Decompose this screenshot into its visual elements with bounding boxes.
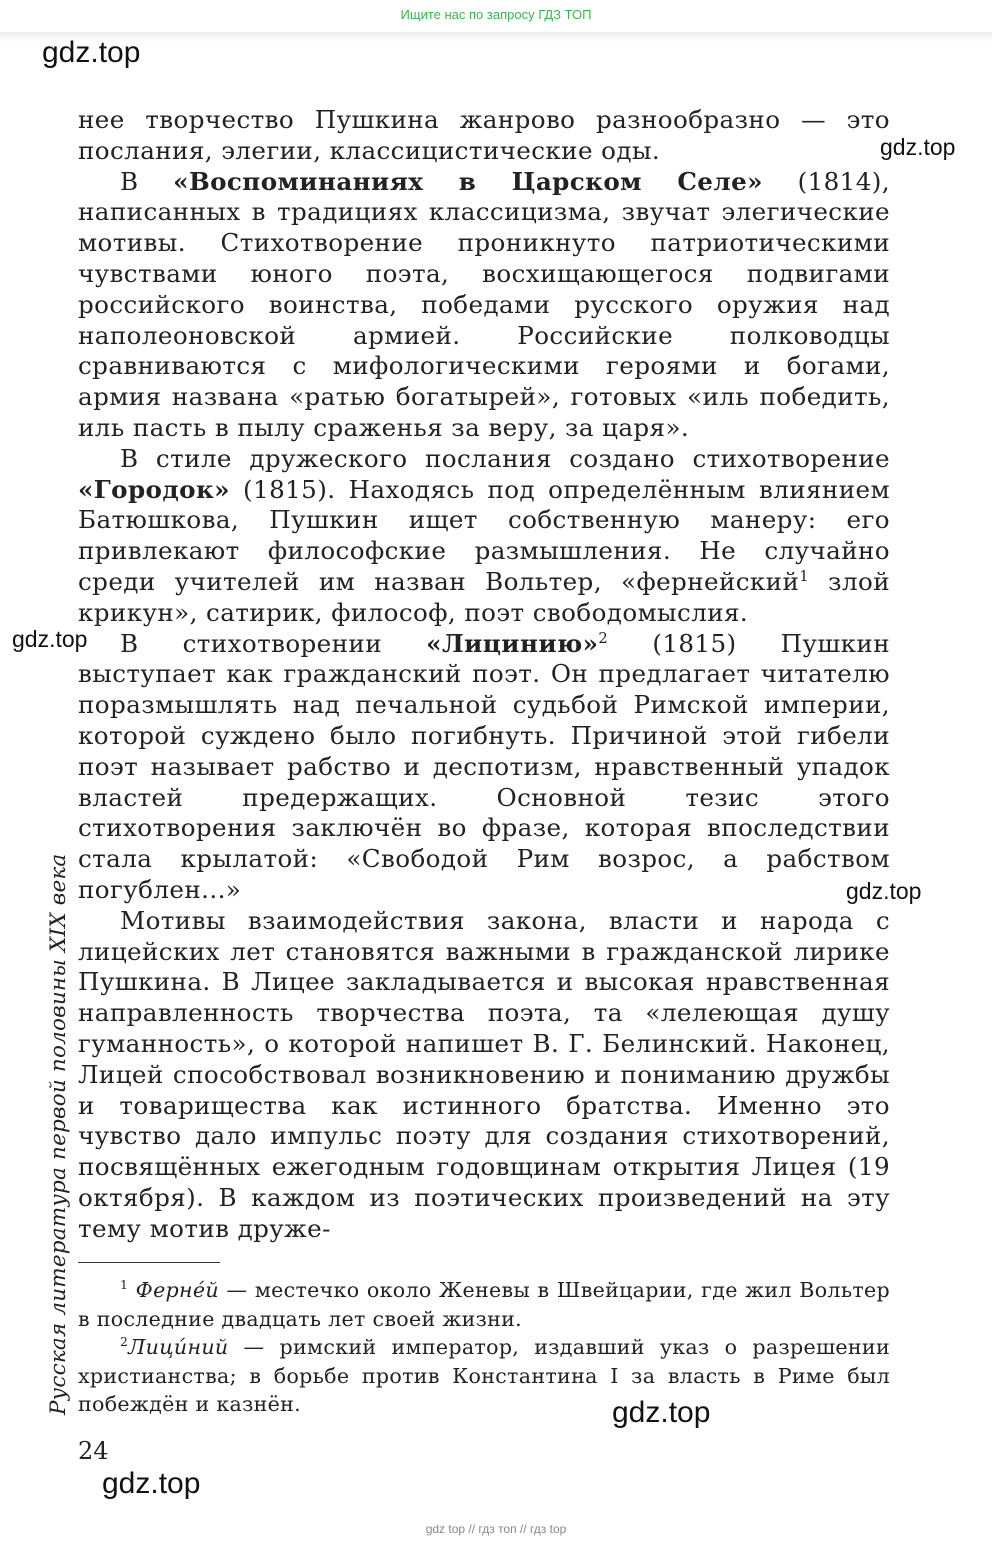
footnote-ref: 2 xyxy=(598,629,609,647)
footnote-term: Лици́ний xyxy=(128,1335,229,1359)
poem-title: «Воспоминаниях в Царском Селе» xyxy=(173,166,763,196)
watermark: gdz.top xyxy=(846,878,922,904)
watermark: gdz.top xyxy=(880,134,956,160)
promo-banner[interactable] xyxy=(0,0,992,32)
promo-text[interactable]: Ищите нас по запросу ГДЗ ТОП xyxy=(400,7,592,22)
footnote-divider xyxy=(78,1262,220,1263)
poem-title: «Городок» xyxy=(78,474,230,504)
paragraph: В «Воспоминаниях в Царском Селе» (1814), написанных в традициях классицизма, звучат элегические мотивы. Стихотворение проникнуто патриотическими чувствами юного поэта, восхищающегося подвигами российского воинства, победами русского оружия над наполеоновской армией. Российские полководцы сравниваются с мифологическими героями и богами, армия названа «ратью богатырей», готовых «иль победить, иль пасть в пылу сраженья за веру, за царя». xyxy=(78,166,890,442)
watermark: gdz.top xyxy=(12,626,88,652)
paragraph: нее творчество Пушкина жанрово разнообразно — это послания, элегии, классицистические оды. xyxy=(78,105,890,165)
footnote: $^1$ Ферне́й — местечко около Женевы в Швейцарии, где жил Вольтер в последние двадцать лет своей жизни. xyxy=(78,1278,890,1331)
footnotes xyxy=(78,1276,890,1419)
main-text xyxy=(78,105,890,1244)
running-title: Русская литература первой половины XIX века xyxy=(46,853,71,1415)
paragraph: В стиле дружеского послания создано стихотворение «Городок» (1815). Находясь под определённым влиянием Батюшкова, Пушкин ищет собственную манеру: его привлекают философские размышления. Не случайно среди учителей им назван Вольтер, «фернейский$^1$ злой крикун», сатирик, философ, поэт свободомыслия. xyxy=(78,443,890,627)
footer-links[interactable]: gdz top // гдз топ // гдз top xyxy=(425,1522,567,1536)
page-number: 24 xyxy=(78,1437,109,1465)
footnote-term: Ферне́й xyxy=(135,1278,219,1302)
poem-title: «Лицинию» xyxy=(426,628,599,658)
watermark: gdz.top xyxy=(42,36,141,69)
watermark: gdz.top xyxy=(612,1396,711,1429)
banner-shadow xyxy=(0,32,992,42)
paragraph: Мотивы взаимодействия закона, власти и народа с лицейских лет становятся важными в гражданской лирике Пушкина. В Лицее закладывается и высокая нравственная направленность творчества поэта, та «лелеющая душу гуманность», о которой напишет В. Г. Белинский. Наконец, Лицей способствовал возникновению и пониманию дружбы и товарищества как истинного братства. Именно это чувство дало импульс поэту для создания стихотворений, посвящённых ежегодным годовщинам открытия Лицея (19 октября). В каждом из поэтических произведений на эту тему мотив друже- xyxy=(78,905,890,1243)
footnote: $^2$Лици́ний — римский император, издавший указ о разрешении христианства; в борьбе против Константина I за власть в Риме был побеждён и казнён. xyxy=(78,1335,890,1416)
watermark: gdz.top xyxy=(102,1467,201,1500)
paragraph: В стихотворении «Лицинию»$^2$ (1815) Пушкин выступает как гражданский поэт. Он предлагает читателю поразмышлять над печальной судьбой Римской империи, которой суждено было погибнуть. Причиной этой гибели поэт называет рабство и деспотизм, нравственный упадок властей предержащих. Основной тезис этого стихотворения заключён во фразе, которая впоследствии стала крылатой: «Свободой Рим возрос, а рабством погублен...» xyxy=(78,628,890,904)
footnote-ref: 1 xyxy=(799,567,810,585)
